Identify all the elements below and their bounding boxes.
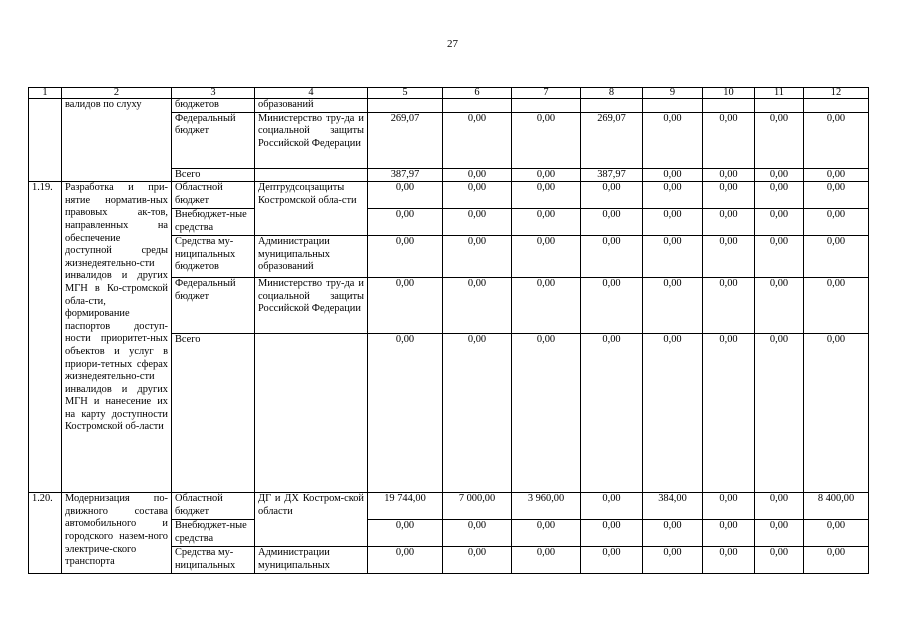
col-header: 12	[804, 88, 869, 99]
value-cell: 0,00	[368, 182, 443, 209]
value-cell: 0,00	[581, 547, 643, 574]
value-cell: 0,00	[703, 278, 755, 334]
value-cell: 0,00	[643, 209, 703, 236]
executor: Администрации муниципальных образований	[255, 236, 368, 278]
value-cell: 0,00	[443, 168, 512, 182]
value-cell: 0,00	[755, 278, 804, 334]
value-cell: 0,00	[643, 182, 703, 209]
value-cell: 0,00	[581, 236, 643, 278]
value-cell: 0,00	[755, 209, 804, 236]
value-cell: 0,00	[804, 334, 869, 493]
value-cell: 0,00	[368, 236, 443, 278]
value-cell: 0,00	[368, 547, 443, 574]
value-cell: 0,00	[703, 112, 755, 168]
item-number: 1.19.	[29, 182, 62, 493]
col-header: 1	[29, 88, 62, 99]
col-header: 8	[581, 88, 643, 99]
funding-source: Средства му-ниципальных	[172, 547, 255, 574]
col-header: 3	[172, 88, 255, 99]
value-cell: 0,00	[443, 334, 512, 493]
value-cell	[443, 99, 512, 113]
value-cell: 0,00	[512, 168, 581, 182]
funding-source: Областной бюджет	[172, 493, 255, 520]
value-cell: 0,00	[581, 334, 643, 493]
value-cell: 0,00	[804, 182, 869, 209]
column-number-row	[29, 88, 869, 99]
value-cell: 0,00	[512, 209, 581, 236]
value-cell: 0,00	[703, 334, 755, 493]
value-cell: 269,07	[581, 112, 643, 168]
value-cell	[581, 99, 643, 113]
funding-source: Средства му-ниципальных бюджетов	[172, 236, 255, 278]
value-cell: 0,00	[755, 493, 804, 520]
value-cell: 0,00	[703, 182, 755, 209]
value-cell: 0,00	[643, 112, 703, 168]
value-cell: 0,00	[581, 493, 643, 520]
executor: образований	[255, 99, 368, 113]
value-cell: 19 744,00	[368, 493, 443, 520]
value-cell: 0,00	[643, 520, 703, 547]
value-cell: 0,00	[512, 520, 581, 547]
value-cell: 0,00	[368, 278, 443, 334]
value-cell	[368, 99, 443, 113]
value-cell	[703, 99, 755, 113]
value-cell: 0,00	[804, 209, 869, 236]
value-cell: 3 960,00	[512, 493, 581, 520]
funding-source: Федеральный бюджет	[172, 112, 255, 168]
executor: Администрации муниципальных	[255, 547, 368, 574]
value-cell: 0,00	[804, 236, 869, 278]
col-header: 6	[443, 88, 512, 99]
executor	[255, 168, 368, 182]
value-cell: 0,00	[643, 278, 703, 334]
value-cell: 0,00	[755, 547, 804, 574]
value-cell	[643, 99, 703, 113]
value-cell: 0,00	[443, 112, 512, 168]
measure-description: Модернизация по-движного состава автомобильного и городского назем-ного электриче-ского транспорта	[62, 493, 172, 574]
value-cell: 269,07	[368, 112, 443, 168]
executor: Министерство тру-да и социальной защиты Российской Федерации	[255, 112, 368, 168]
value-cell: 0,00	[755, 236, 804, 278]
value-cell: 0,00	[512, 236, 581, 278]
executor	[255, 334, 368, 493]
value-cell: 0,00	[804, 168, 869, 182]
col-header: 2	[62, 88, 172, 99]
value-cell	[804, 99, 869, 113]
value-cell: 0,00	[443, 278, 512, 334]
value-cell: 0,00	[512, 278, 581, 334]
executor: ДГ и ДХ Костром-ской области	[255, 493, 368, 547]
value-cell: 387,97	[581, 168, 643, 182]
value-cell: 0,00	[581, 209, 643, 236]
value-cell: 0,00	[755, 182, 804, 209]
value-cell: 0,00	[443, 182, 512, 209]
value-cell: 0,00	[703, 168, 755, 182]
value-cell: 0,00	[703, 493, 755, 520]
value-cell: 0,00	[368, 520, 443, 547]
value-cell: 7 000,00	[443, 493, 512, 520]
col-header: 7	[512, 88, 581, 99]
funding-source: Внебюджет-ные средства	[172, 209, 255, 236]
value-cell: 0,00	[512, 182, 581, 209]
value-cell: 0,00	[755, 520, 804, 547]
value-cell: 0,00	[512, 334, 581, 493]
funding-source: Областной бюджет	[172, 182, 255, 209]
value-cell: 0,00	[443, 209, 512, 236]
value-cell	[755, 99, 804, 113]
funding-source: бюджетов	[172, 99, 255, 113]
col-header: 9	[643, 88, 703, 99]
page-number: 27	[447, 38, 458, 50]
col-header: 11	[755, 88, 804, 99]
value-cell: 0,00	[804, 520, 869, 547]
value-cell: 0,00	[804, 278, 869, 334]
value-cell: 0,00	[703, 209, 755, 236]
value-cell: 0,00	[703, 520, 755, 547]
value-cell: 0,00	[755, 112, 804, 168]
value-cell: 0,00	[581, 520, 643, 547]
value-cell: 0,00	[443, 547, 512, 574]
value-cell: 0,00	[443, 236, 512, 278]
measure-description: валидов по слуху	[62, 99, 172, 182]
value-cell: 0,00	[368, 334, 443, 493]
table-row	[29, 99, 869, 113]
value-cell: 0,00	[581, 182, 643, 209]
value-cell: 0,00	[368, 209, 443, 236]
funding-source: Всего	[172, 334, 255, 493]
value-cell: 0,00	[512, 547, 581, 574]
value-cell: 0,00	[643, 236, 703, 278]
value-cell: 0,00	[512, 112, 581, 168]
value-cell: 0,00	[703, 547, 755, 574]
value-cell: 0,00	[804, 547, 869, 574]
value-cell: 0,00	[643, 334, 703, 493]
value-cell: 0,00	[643, 168, 703, 182]
executor: Дептрудсоцзащиты Костромской обла-сти	[255, 182, 368, 236]
funding-source: Всего	[172, 168, 255, 182]
funding-source: Федеральный бюджет	[172, 278, 255, 334]
measure-description: Разработка и при-нятие норматив-ных правовых ак-тов, направленных на обеспечение доступной среды жизнедеятельно-сти инвалидов и других МГН в Ко-стромской обла-сти, формирование паспортов доступ-ности приоритет-ных объектов и услуг в приори-тетных сферах жизнедеятельно-сти инвалидов и других МГН и нанесение их на карту доступности Костромской об-ласти	[62, 182, 172, 493]
value-cell: 0,00	[804, 112, 869, 168]
funding-source: Внебюджет-ные средства	[172, 520, 255, 547]
item-number	[29, 99, 62, 182]
col-header: 4	[255, 88, 368, 99]
value-cell: 0,00	[755, 334, 804, 493]
executor: Министерство тру-да и социальной защиты Российской Федерации	[255, 278, 368, 334]
table-row	[29, 493, 869, 520]
value-cell: 0,00	[703, 236, 755, 278]
value-cell	[512, 99, 581, 113]
col-header: 5	[368, 88, 443, 99]
value-cell: 8 400,00	[804, 493, 869, 520]
item-number: 1.20.	[29, 493, 62, 574]
value-cell: 0,00	[755, 168, 804, 182]
value-cell: 0,00	[643, 547, 703, 574]
value-cell: 0,00	[443, 520, 512, 547]
value-cell: 384,00	[643, 493, 703, 520]
col-header: 10	[703, 88, 755, 99]
value-cell: 387,97	[368, 168, 443, 182]
program-measures-table	[28, 87, 869, 574]
value-cell: 0,00	[581, 278, 643, 334]
table-row	[29, 182, 869, 209]
